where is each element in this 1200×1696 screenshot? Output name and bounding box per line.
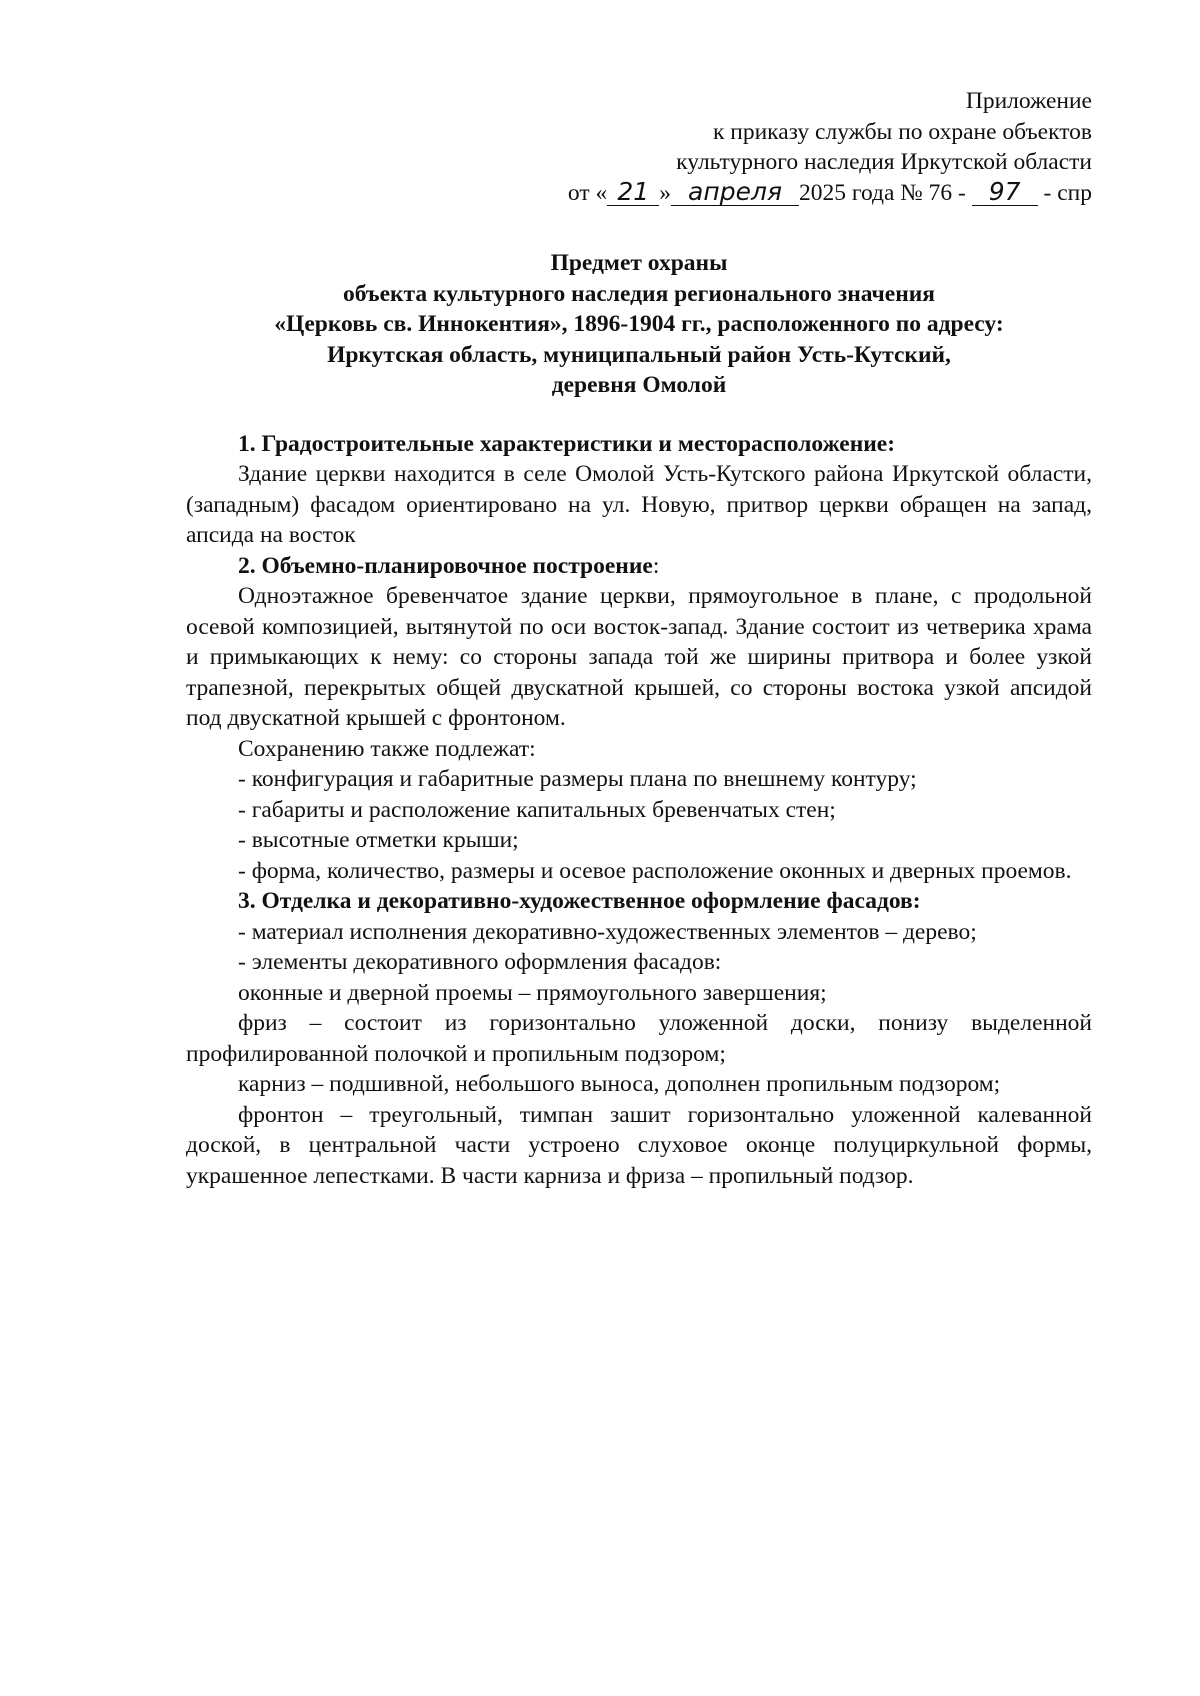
decor-paragraph: карниз – подшивной, небольшого выноса, дополнен пропильным подзором; <box>238 1071 1001 1097</box>
section-1-heading: 1. Градостроительные характеристики и месторасположение: <box>238 430 896 457</box>
section-2-text: Одноэтажное бревенчатое здание церкви, прямоугольное в плане, с продольной осевой композицией, вытянутой по оси восток-запад. Здание состоит из четверика храма и примыкающих к нему: со стороны запада той же ширины притвора и более узкой трапезной, перекрытых общей двускатной крышей, со стороны востока узкой апсидой под двускатной крышей с фронтоном. <box>186 583 1092 731</box>
document-body <box>186 429 1092 1192</box>
preserve-item: - габариты и расположение капитальных бревенчатых стен; <box>238 796 836 823</box>
title-line-2: объекта культурного наследия регионального значения <box>342 280 936 307</box>
decor-item: - элементы декоративного оформления фасадов: <box>238 949 722 975</box>
title-line-3: «Церковь св. Иннокентия», 1896-1904 гг., расположенного по адресу: <box>274 311 1004 337</box>
order-suffix: - спр <box>1043 179 1092 206</box>
preserve-item: - конфигурация и габаритные размеры плана по внешнему контуру; <box>238 766 917 792</box>
preserve-item: - высотные отметки крыши; <box>238 827 519 853</box>
handwritten-day: 21 <box>607 179 659 206</box>
preserve-item: - форма, количество, размеры и осевое расположение оконных и дверных проемов. <box>238 857 1072 884</box>
title-line-5: деревня Омолой <box>551 372 727 398</box>
section-3-heading: 3. Отделка и декоративно-художественное оформление фасадов: <box>238 888 921 914</box>
annex-date-line <box>186 178 1092 209</box>
annex-order-ref: к приказу службы по охране объектов <box>712 118 1092 145</box>
handwritten-order-number: 97 <box>972 179 1038 206</box>
annex-title: Приложение <box>965 88 1092 114</box>
handwritten-month: апреля <box>671 179 799 206</box>
section-2-heading-colon: : <box>652 552 660 579</box>
preserve-intro: Сохранению также подлежат: <box>238 735 536 762</box>
date-mid: » <box>659 179 672 206</box>
annex-authority: культурного наследия Иркутской области <box>676 149 1092 175</box>
decor-paragraph: оконные и дверной проемы – прямоугольного завершения; <box>238 979 827 1006</box>
decor-paragraph: фриз – состоит из горизонтально уложенной доски, понизу выделенной профилированной полочкой и пропильным подзором; <box>186 1010 1092 1067</box>
document-title <box>186 248 1092 401</box>
title-line-1: Предмет охраны <box>550 250 728 276</box>
date-prefix: от « <box>567 179 608 206</box>
decor-paragraph: фронтон – треугольный, тимпан зашит горизонтально уложенной калеванной доской, в центральной части устроено слуховое оконце полуциркульной формы, украшенное лепестками. В части карниза и фриза – пропильный подзор. <box>186 1101 1092 1189</box>
title-line-4: Иркутская область, муниципальный район Усть-Кутский, <box>327 341 951 368</box>
section-2-heading <box>186 551 1092 582</box>
order-year-text: 2025 года № 76 - <box>799 179 966 206</box>
section-1-text: Здание церкви находится в селе Омолой Усть-Кутского района Иркутской области, (западным) фасадом ориентировано на ул. Новую, притвор церкви обращен на запад, апсида на восток <box>186 461 1092 548</box>
section-2-heading-text: 2. Объемно-планировочное построение <box>238 552 653 579</box>
decor-item: - материал исполнения декоративно-художественных элементов – дерево; <box>238 918 977 945</box>
document-page <box>186 86 1092 1191</box>
annex-header <box>186 86 1092 208</box>
